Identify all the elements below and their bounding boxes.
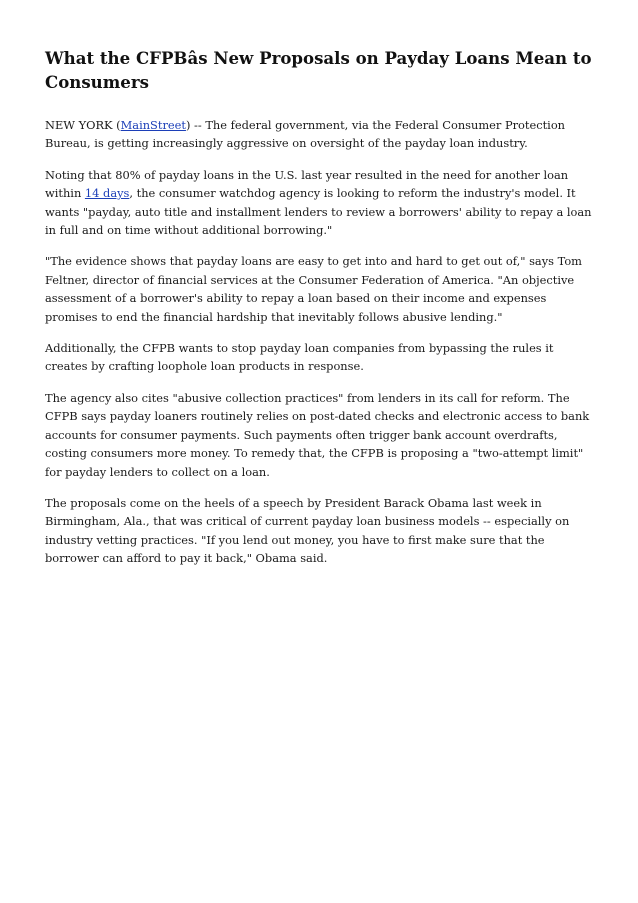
article-title: What the CFPBâs New Proposals on Payday Loans Mean to Consumers xyxy=(45,48,592,92)
fourteen-days-link[interactable]: 14 days xyxy=(84,186,130,201)
paragraph-5: The agency also cites "abusive collection practices" from lenders in its call for reform. The CFPB says payday loaners routinely relies on post-dated checks and electronic access to bank accounts for consumer payments. Such payments often trigger bank account overdrafts, costing consumers more money. To remedy that, the CFPB is proposing a "two-attempt limit" for payday lenders to collect on a loan. xyxy=(45,390,590,479)
paragraph-2 xyxy=(45,166,593,240)
paragraph-1-rest: ) -- The federal government, via the Federal Consumer Protection Bureau, is getting increasingly aggressive on oversight of the payday loan industry. xyxy=(45,118,566,151)
mainstreet-link[interactable]: MainStreet xyxy=(120,118,186,132)
paragraph-2-lead: Noting that 80% of payday loans in the U.S. last year resulted in the need for another loan within xyxy=(45,167,569,201)
paragraph-2-rest: , the consumer watchdog agency is looking to reform the industry's model. It wants "payday, auto title and installment lenders to review a borrowers' ability to repay a loan in full and on time without additional borrowing." xyxy=(45,186,592,238)
paragraph-6: The proposals come on the heels of a speech by President Barack Obama last week in Birmingham, Ala., that was critical of current payday loan business models -- especially on industry vetting practices. "If you lend out money, you have to first make sure that the borrower can afford to pay it back," Obama said. xyxy=(45,495,570,566)
paragraph-4: Additionally, the CFPB wants to stop payday loan companies from bypassing the rules it creates by crafting loophole loan products in response. xyxy=(45,341,554,374)
document-page xyxy=(45,46,593,581)
paragraph-1-lead: NEW YORK ( xyxy=(45,118,121,132)
paragraph-3: "The evidence shows that payday loans are easy to get into and hard to get out of," says Tom Feltner, director of financial services at the Consumer Federation of America. "An objective assessment of a borrower's ability to repay a loan based on their income and expenses promises to end the financial hardship that inevitably follows abusive lending." xyxy=(45,254,582,324)
paragraph-1 xyxy=(45,116,593,153)
